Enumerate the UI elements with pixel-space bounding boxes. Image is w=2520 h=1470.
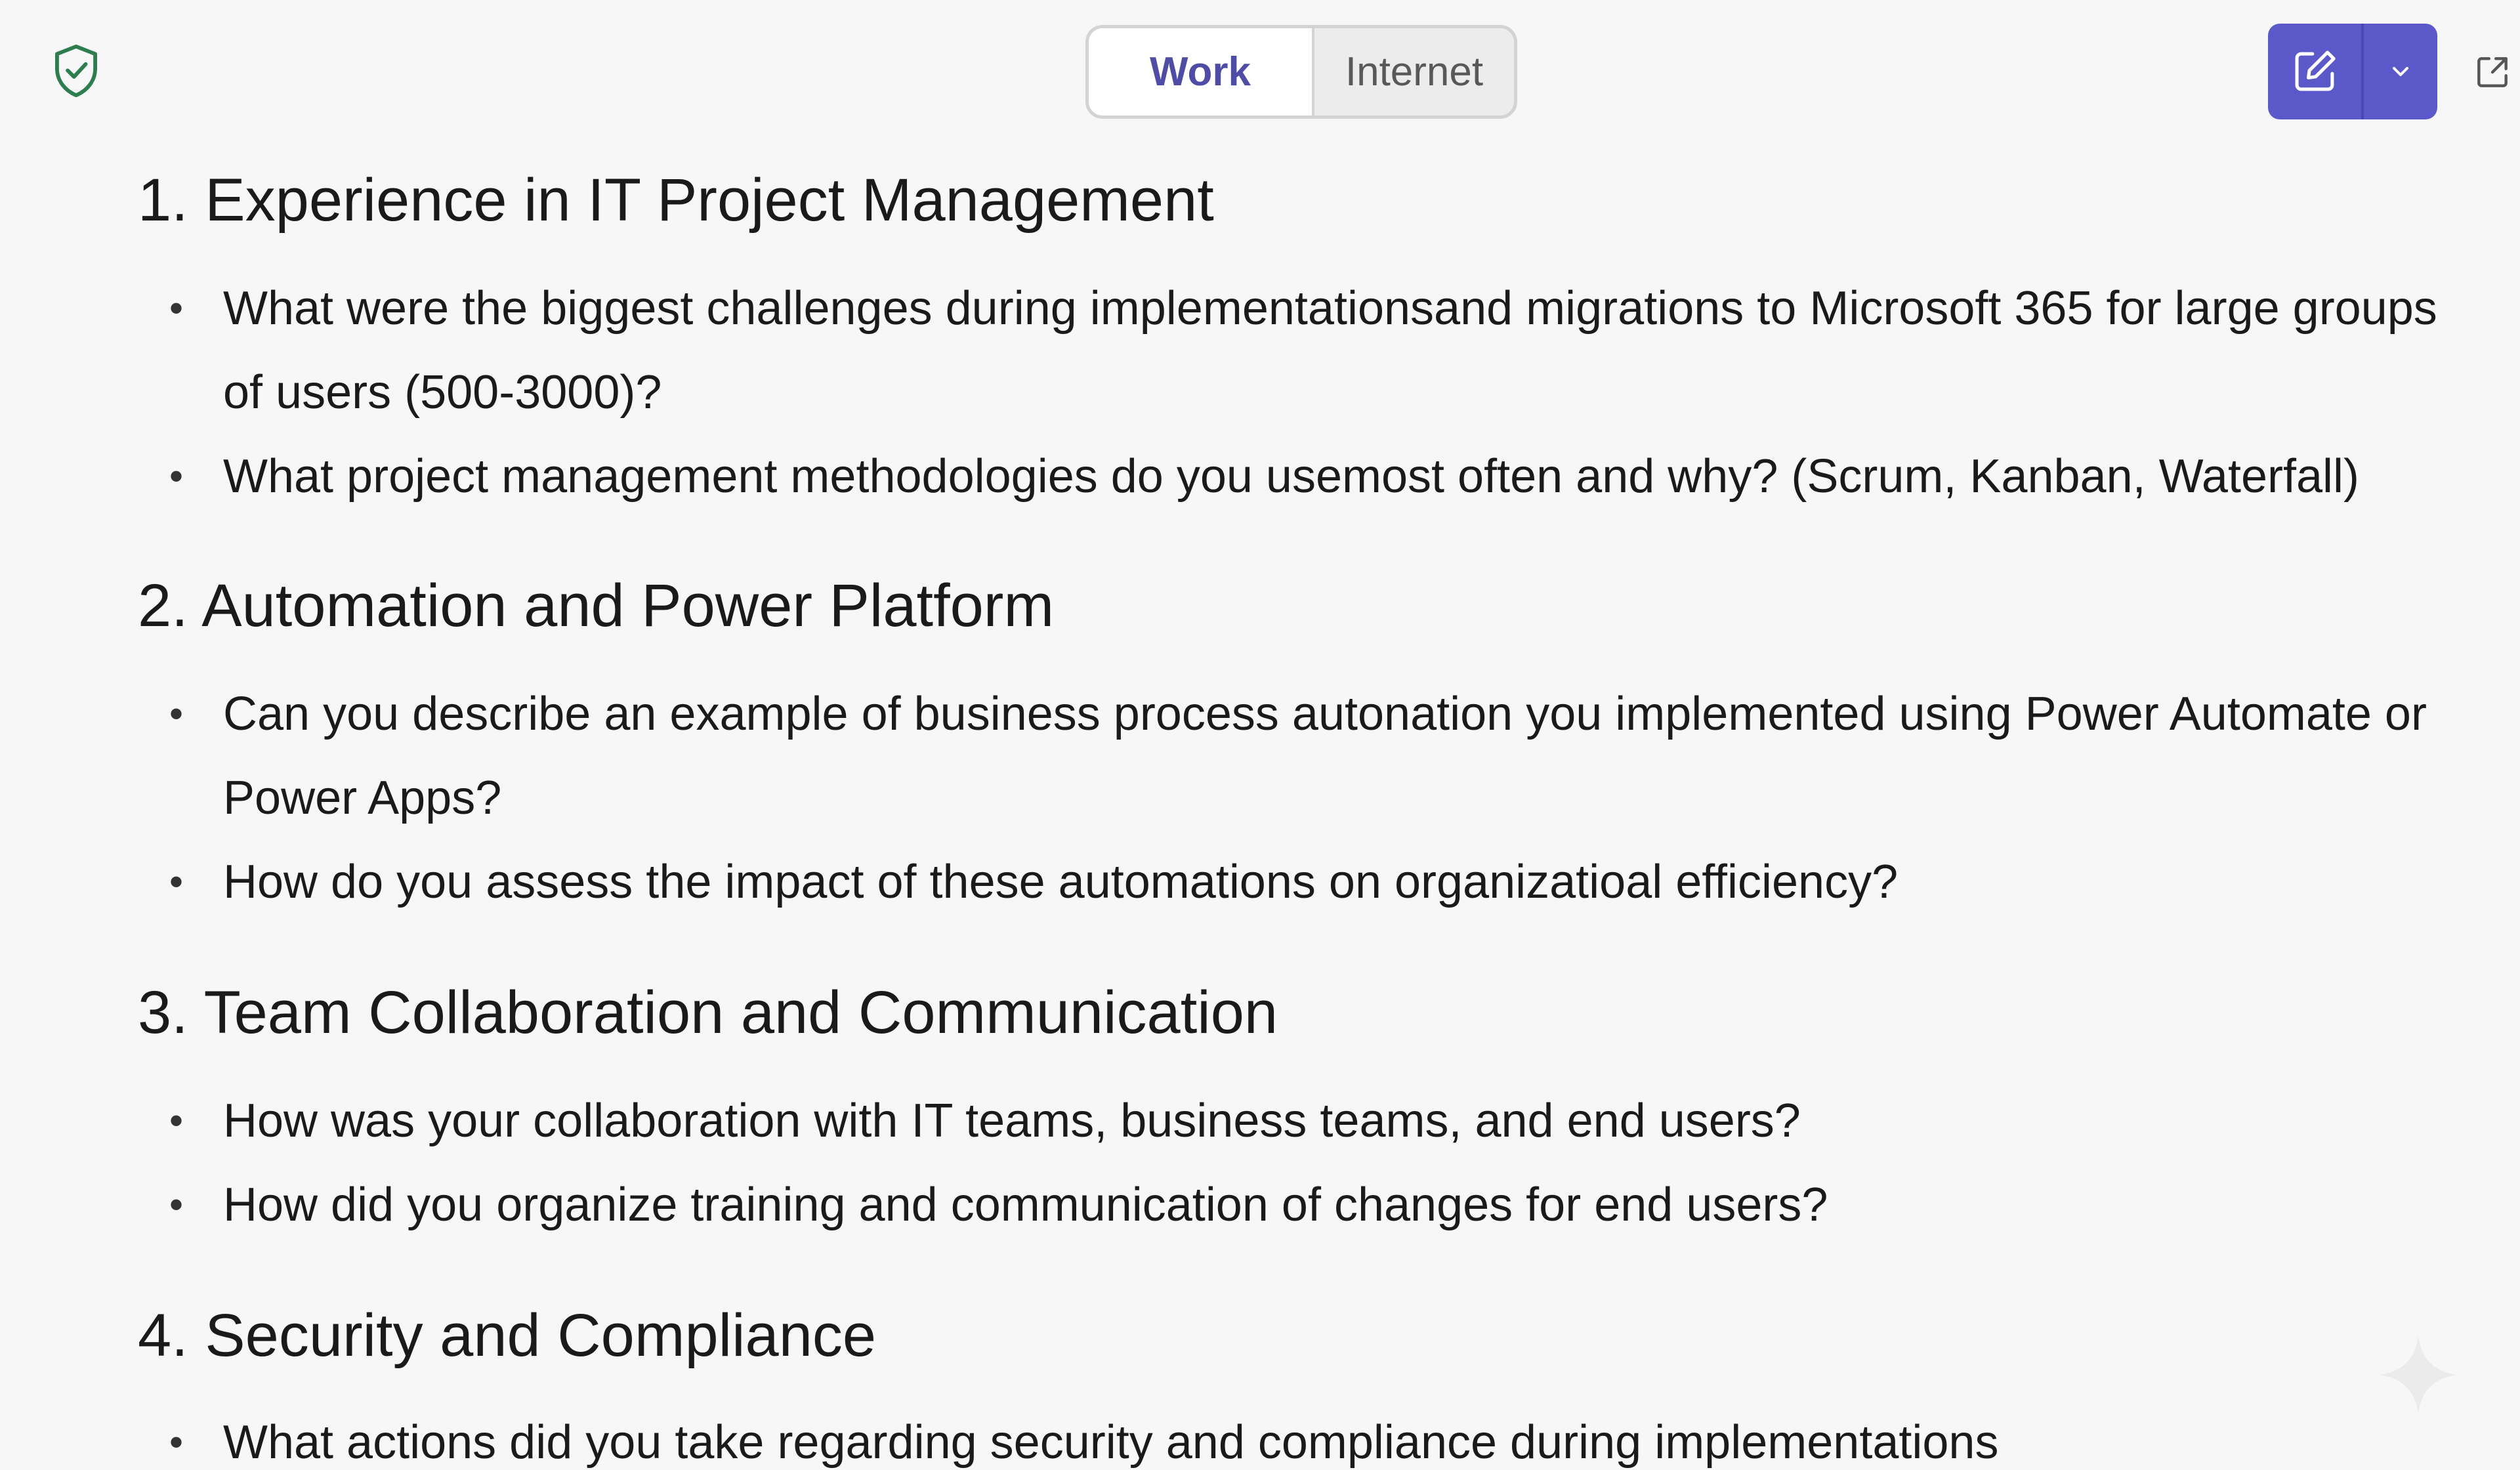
new-chat-button-group xyxy=(2268,24,2437,119)
section-title: 1. Experience in IT Project Management xyxy=(138,167,1214,234)
list-item xyxy=(138,1400,2461,1470)
question-text: How do you assess the impact of these automations on organizatioal efficiency? xyxy=(223,856,1899,908)
toggle-internet[interactable]: Internet xyxy=(1345,49,1484,94)
bullet-icon: • xyxy=(169,454,184,498)
question-list xyxy=(138,1079,2461,1247)
question-text: What actions did you take regarding security and compliance during implementations xyxy=(223,1416,1999,1469)
bullet-icon: • xyxy=(169,692,184,736)
bullet-icon: • xyxy=(169,1099,184,1143)
question-text: What project management methodologies do you usemost often and why? (Scrum, Kanban, Waterfall) xyxy=(223,450,2360,503)
list-item xyxy=(138,1163,2461,1247)
list-item xyxy=(138,840,2461,924)
list-item xyxy=(138,434,2461,518)
toggle-work[interactable]: Work xyxy=(1089,28,1314,116)
question-list xyxy=(138,672,2461,924)
question-text: How was your collaboration with IT teams, business teams, and end users? xyxy=(223,1095,1801,1147)
list-item xyxy=(138,266,2461,434)
question-list xyxy=(138,266,2461,518)
list-item xyxy=(138,672,2461,840)
chevron-down-icon xyxy=(2387,58,2414,85)
open-in-new-window-icon[interactable] xyxy=(2470,50,2515,94)
section-title: 3. Team Collaboration and Communication xyxy=(138,979,1278,1046)
sparkle-icon xyxy=(2376,1332,2461,1418)
question-text: What were the biggest challenges during implementationsand migrations to Microsoft 365 for large groups of users (500-3000)? xyxy=(223,282,2437,419)
shield-check-icon[interactable] xyxy=(46,41,106,101)
section-title: 2. Automation and Power Platform xyxy=(138,572,1055,639)
bullet-icon: • xyxy=(169,1420,184,1464)
question-text: How did you organize training and communication of changes for end users? xyxy=(223,1179,1828,1231)
compose-icon xyxy=(2290,47,2340,96)
compose-button[interactable] xyxy=(2268,24,2364,119)
question-list xyxy=(138,1400,2461,1470)
bullet-icon: • xyxy=(169,860,184,904)
work-internet-toggle xyxy=(1085,25,1517,119)
question-text: Can you describe an example of business process autonation you implemented using Power Automate or Power Apps? xyxy=(223,688,2427,824)
bullet-icon: • xyxy=(169,286,184,330)
section-title: 4. Security and Compliance xyxy=(138,1302,877,1369)
list-item xyxy=(138,1079,2461,1163)
compose-dropdown-button[interactable] xyxy=(2364,24,2437,119)
bullet-icon: • xyxy=(169,1183,184,1227)
